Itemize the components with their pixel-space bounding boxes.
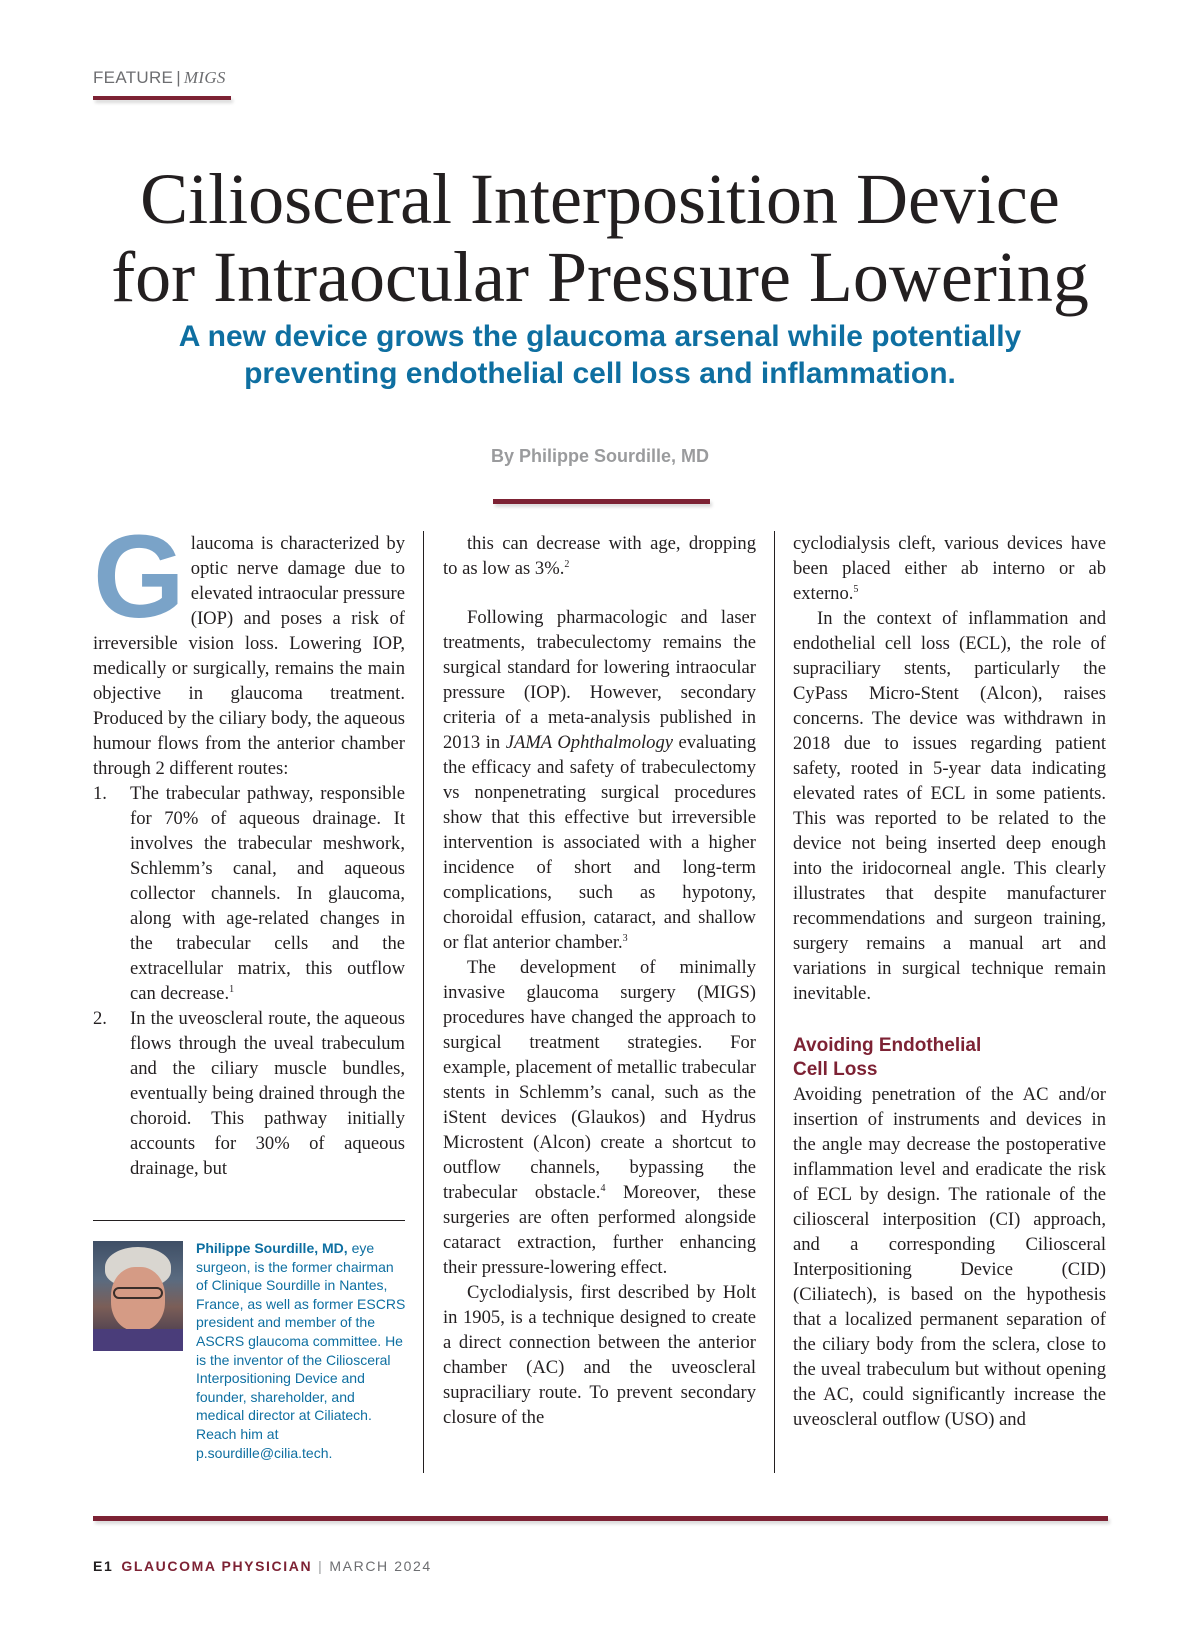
section-label: FEATURE [93, 68, 174, 87]
list-item [93, 781, 405, 1006]
author-bio-text: eye surgeon, is the former chairman of Clinique Sourdille in Nantes, France, as well as former ESCRS president and member of the ASCRS glaucoma committee. He is the inventor of the Ciliosceral Interpositioning Device and founder, shareholder, and medical director at Ciliatech. Reach him at p.sourdille@cilia.tech. [196, 1240, 406, 1461]
heading-line-2: Cell Loss [793, 1059, 878, 1080]
paragraph-text: evaluating the efficacy and safety of trabeculectomy vs nonpenetrating surgical procedures show that this effective but irreversible intervention is associated with a higher incidence of short and long-term complications, such as hypotony, choroidal effusion, cataract, and shallow or flat anterior chamber. [443, 732, 756, 953]
intro-text: laucoma is characterized by optic nerve damage due to elevated intraocular pressure (IOP) and poses a risk of irreversible vision loss. Lowering IOP, medically or surgically, remains the main objective in glaucoma treatment. Produced by the ciliary body, the aqueous humour flows from the anterior chamber through 2 different routes: [93, 533, 405, 779]
intro-paragraph [93, 511, 405, 781]
section-separator: | [176, 68, 181, 87]
column-1 [93, 511, 405, 1181]
subsection-label: MIGS [183, 68, 226, 87]
author-name: Philippe Sourdille, MD, [196, 1240, 348, 1256]
citation-ref: 1 [229, 983, 235, 995]
citation-ref: 2 [564, 558, 570, 570]
citation-ref: 5 [853, 583, 859, 595]
column-divider [423, 531, 424, 1473]
continued-paragraph [443, 531, 756, 581]
body-paragraph: Avoiding penetration of the AC and/or insertion of instruments and devices in the angle may decrease the postoperative inflammation level and eradicate the risk of ECL by design. The rationale of the ciliosceral interposition (CI) approach, and a corresponding Ciliosceral Interpositioning Device (CID) (Ciliatech), is based on the hypothesis that a localized permanent separation of the ciliary body from the sclera, close to the uveal trabeculum but without opening the AC, could significantly increase the uveoscleral outflow (USO) and [793, 1084, 1106, 1430]
bio-divider [93, 1220, 405, 1221]
section-heading [793, 1034, 1106, 1082]
list-number: 2. [93, 1008, 107, 1029]
paragraph-text: cyclodialysis cleft, various devices have been placed either ab interno or ab externo. [793, 533, 1106, 604]
list-number: 1. [93, 783, 107, 804]
continued-paragraph [793, 531, 1106, 606]
column-3 [793, 531, 1106, 1432]
publication-name: GLAUCOMA PHYSICIAN [121, 1558, 313, 1574]
article-subtitle: A new device grows the glaucoma arsenal while potentially preventing endothelial cell loss and inflammation. [178, 320, 1022, 390]
footer-rule [93, 1516, 1108, 1521]
list-item-text: In the uveoscleral route, the aqueous flows through the uveal trabeculum and the ciliary muscle bundles, eventually being drained through the choroid. This pathway initially accounts for 30% of aqueous drainage, but [130, 1008, 405, 1179]
footer-separator: | [318, 1558, 324, 1574]
byline-rule [493, 499, 710, 504]
paragraph-text: Following pharmacologic and laser treatments, trabeculectomy remains the surgical standard for lowering intraocular pressure (IOP). However, secondary criteria of a meta-analysis published in 2013 in [443, 607, 756, 753]
heading-line-1: Avoiding Endothelial [793, 1035, 982, 1056]
author-bio [196, 1239, 406, 1462]
body-paragraph: In the context of inflammation and endothelial cell loss (ECL), the role of supraciliary stents, particularly the CyPass Micro-Stent (Alcon), raises concerns. The device was withdrawn in 2018 due to issues regarding patient safety, rooted in 5-year data indicating elevated rates of ECL in some patients. This was reported to be related to the device not being inserted deep enough into the iridocorneal angle. This clearly illustrates that despite manufacturer recommendations and surgeon training, surgery remains a manual art and variations in surgical technique remain inevitable. [793, 608, 1106, 1004]
journal-name: JAMA Ophthalmology [505, 732, 674, 753]
body-paragraph [443, 605, 756, 955]
list-item-text: The trabecular pathway, responsible for 70% of aqueous drainage. It involves the trabecular meshwork, Schlemm’s canal, and aqueous collector channels. In glaucoma, along with age-related changes in the trabecular cells and the extracellular matrix, this outflow can decrease. [130, 783, 405, 1004]
section-kicker [93, 68, 226, 88]
list-item [93, 1006, 405, 1181]
column-divider [774, 531, 775, 1473]
page-number: E1 [93, 1558, 114, 1574]
author-photo [93, 1241, 183, 1351]
paragraph-text: Moreover, these surgeries are often performed alongside cataract extraction, further enhancing their pressure-lowering effect. [443, 1182, 756, 1278]
citation-ref: 3 [622, 932, 628, 944]
column-2 [443, 531, 756, 1430]
body-paragraph [443, 955, 756, 1280]
title-line-2: for Intraocular Pressure Lowering [111, 237, 1089, 317]
title-line-1: Ciliosceral Interposition Device [140, 159, 1060, 239]
paragraph-text: this can decrease with age, dropping to as low as 3%. [443, 533, 756, 579]
byline: By Philippe Sourdille, MD [490, 446, 710, 466]
body-paragraph: Cyclodialysis, first described by Holt in 1905, is a technique designed to create a direct connection between the anterior chamber (AC) and the uveoscleral supraciliary route. To prevent secondary closure of the [443, 1282, 756, 1428]
page-footer [93, 1558, 432, 1574]
routes-list [93, 781, 405, 1181]
drop-cap: G [93, 511, 185, 643]
article-title [60, 160, 1140, 316]
kicker-underline [93, 96, 231, 100]
citation-ref: 4 [600, 1182, 606, 1194]
issue-date: MARCH 2024 [329, 1558, 432, 1574]
paragraph-text: The development of minimally invasive glaucoma surgery (MIGS) procedures have changed the approach to surgical treatment strategies. For example, placement of metallic trabecular stents in Schlemm’s canal, such as the iStent devices (Glaukos) and Hydrus Microstent (Alcon) create a shortcut to outflow channels, bypassing the trabecular obstacle. [443, 957, 756, 1203]
